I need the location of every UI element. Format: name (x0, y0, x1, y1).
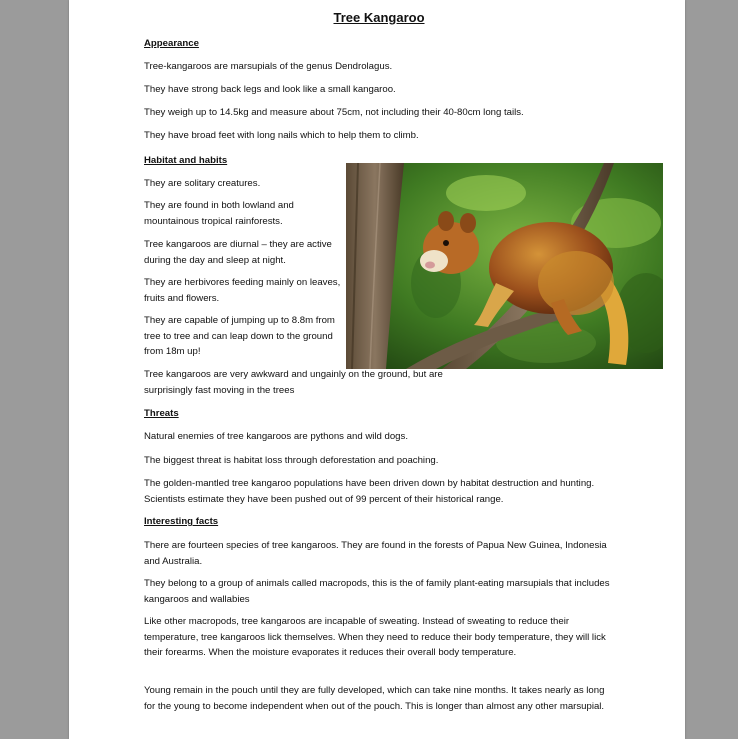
paragraph: They weigh up to 14.5kg and measure about 75cm, not including their 40-80cm long tails. (144, 107, 524, 118)
paragraph: Natural enemies of tree kangaroos are pythons and wild dogs. (144, 431, 408, 442)
paragraph: They have strong back legs and look like a small kangaroo. (144, 84, 396, 95)
paragraph: Tree kangaroos are diurnal – they are active during the day and sleep at night. (144, 239, 332, 266)
heading-habitat: Habitat and habits (144, 155, 228, 166)
paragraph: The golden-mantled tree kangaroo populations have been driven down by habitat destruction and hunting. Scientists estimate they have been pushed out of 99 percent of their historical range. (144, 478, 595, 505)
heading-threats: Threats (144, 408, 179, 419)
paragraph: They are solitary creatures. (144, 178, 261, 189)
heading-appearance: Appearance (144, 38, 199, 49)
paragraph: The biggest threat is habitat loss through deforestation and poaching. (144, 455, 439, 466)
heading-facts: Interesting facts (144, 516, 219, 527)
page-title: Tree Kangaroo (333, 10, 425, 25)
paragraph: Young remain in the pouch until they are fully developed, which can take nine months. It takes nearly as long for the young to become independent when out of the pouch. This is longer than almost any other marsupial. (144, 685, 605, 712)
paragraph: They belong to a group of animals called macropods, this is the of family plant-eating marsupials that includes kangaroos and wallabies (144, 578, 610, 605)
paragraph: They have broad feet with long nails which to help them to climb. (144, 130, 419, 141)
paragraph: Tree kangaroos are very awkward and ungainly on the ground, but are surprisingly fast moving in the trees (144, 369, 443, 396)
tree-kangaroo-photo (346, 163, 663, 369)
document-page (69, 0, 685, 739)
paragraph: They are found in both lowland and mountainous tropical rainforests. (144, 200, 294, 227)
paragraph: They are herbivores feeding mainly on leaves, fruits and flowers. (144, 277, 341, 304)
paragraph: They are capable of jumping up to 8.8m from tree to tree and can leap down to the ground from 18m up! (144, 315, 335, 357)
paragraph: There are fourteen species of tree kangaroos. They are found in the forests of Papua New Guinea, Indonesia and Australia. (144, 540, 607, 567)
paragraph: Tree-kangaroos are marsupials of the genus Dendrolagus. (144, 61, 393, 72)
paragraph: Like other macropods, tree kangaroos are incapable of sweating. Instead of sweating to reduce their temperature, tree kangaroos lick themselves. When they need to reduce their body temperature, they will lick their forearms. When the moisture evaporates it reduces their overall body temperature. (144, 616, 606, 658)
